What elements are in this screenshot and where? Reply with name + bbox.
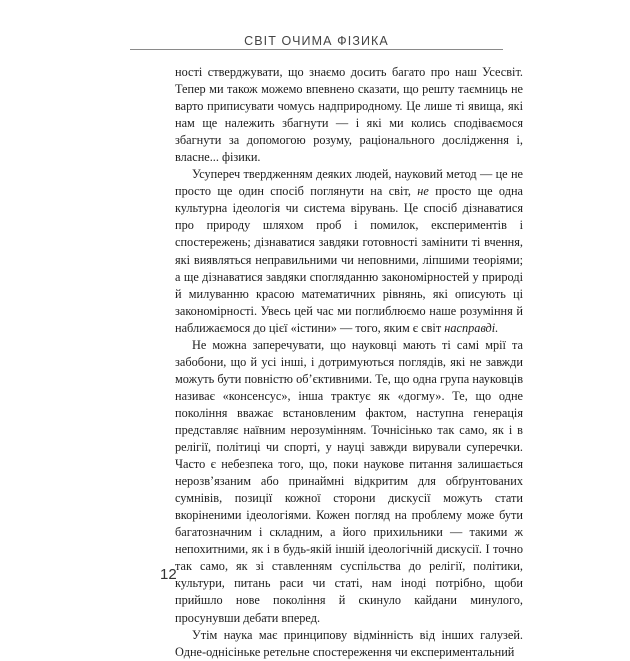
paragraph-2-emphasis: не bbox=[417, 184, 429, 199]
paragraph-1: ності стверджувати, що знаємо досить багато про наш Усесвіт. Тепер ми також можемо впевнено сказати, що решту таємниць не варто приписувати чомусь надприродному. Це лише ті явища, які нам ще належить збагнути — і які ми колись сподіваємося збагнути за допомогою розуму, раціонального дослідження і, власне... фізики. bbox=[175, 65, 523, 165]
page-number: 12 bbox=[160, 566, 177, 583]
paragraph-3: Не можна заперечувати, що науковці мають ті самі мрії та забобони, що й усі інші, і дотримуються поглядів, які не завжди можуть бути повністю об’єктивними. Те, що одна група науковців називає «консенсус», інша трактує як «догму». Те, що одне покоління вважає встановленим фактом, наступна генерація представляє наївним нерозумінням. Точнісінько так само, як і в релігії, політиці чи спорті, у науці завжди вирували суперечки. Часто є небезпека того, що, поки наукове питання залишається нерозв’язаним або принаймні відкритим для обґрунтованих сумнівів, позиції кожної сторони дискусії можуть стати вкоріненими ідеологіями. Кожен погляд на проблему може бути багатозначним і складним, а його прихильники — такими ж непохитними, як і в будь-якій іншій ідеологічній дискусії. І точно так само, як зі ставленням суспільства до релігії, політики, культури, питань раси чи статі, нам іноді потрібно, щоби прийшло нове покоління й скинуло кайдани минулого, просунувши дебати вперед. bbox=[175, 337, 523, 625]
running-header: СВІТ ОЧИМА ФІЗИКА bbox=[244, 34, 389, 48]
paragraph-2-part: Усупереч твердженням деяких людей, науковий метод — це не просто ще один спосіб поглянути на світ, bbox=[175, 167, 523, 199]
paragraph-2-emphasis: насправді. bbox=[444, 320, 499, 335]
paragraph-2-part: просто ще одна культурна ідеологія чи система вірувань. Це спосіб дізнаватися про природу шляхом проб і помилок, експериментів і спостережень; дізнаватися завдяки готовності замінити ті вчення, які виявляться неправильними чи неповними, ліпшими теоріями; а ще дізнаватися завдяки спогляданню закономірностей у природі й милуванню красою математичних рівнянь, які описують ці закономірності. Увесь цей час ми поглиблюємо наше розуміння й наближаємося до цієї «істини» — того, яким є світ bbox=[175, 184, 523, 335]
header-divider bbox=[130, 49, 503, 50]
paragraph-2 bbox=[175, 166, 523, 336]
paragraph-4: Утім наука має принципову відмінність від інших галузей. Одне-однісіньке ретельне спостереження чи експериментальний bbox=[175, 627, 523, 659]
body-text bbox=[175, 64, 523, 661]
